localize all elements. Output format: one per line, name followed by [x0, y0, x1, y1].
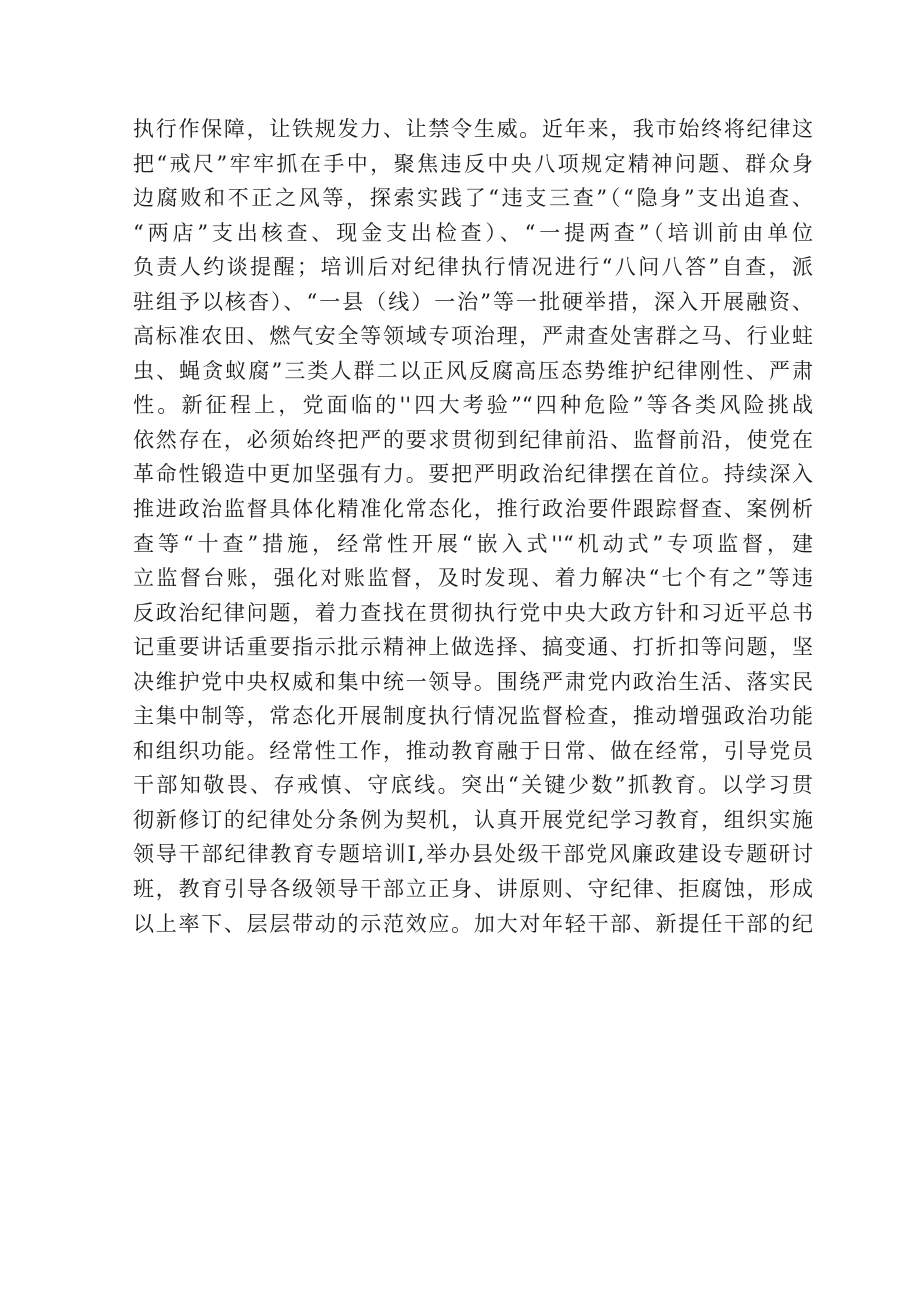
text-line: 虫、蝇贪蚁腐”三类人群二以正风反腐高压态势维护纪律刚性、严肃 — [133, 358, 813, 383]
text-line: 推进政治监督具体化精准化常态化，推行政治要件跟踪督查、案例析 — [133, 497, 813, 522]
text-line: 性。新征程上，党面临的''四大考验”“四种危险”等各类风险挑战 — [133, 393, 813, 418]
text-line: 以上率下、层层带动的示范效应。加大对年轻干部、新提任干部的纪 — [133, 911, 813, 936]
text-line: 边腐败和不正之风等，探索实践了“违支三查”（“隐身”支出追查、 — [133, 186, 813, 211]
text-line: 反政治纪律问题，着力查找在贯彻执行党中央大政方针和习近平总书 — [133, 600, 813, 625]
text-line: 驻组予以核杳）、“一县（线）一治”等一批硬举措，深入开展融资、 — [133, 289, 813, 314]
text-line: 负责人约谈提醒；培训后对纪律执行情况进行“八问八答”自查，派 — [133, 255, 813, 280]
text-line: 班，教育引导各级领导干部立正身、讲原则、守纪律、拒腐蚀，形成 — [133, 877, 813, 902]
text-line: 高标准农田、燃气安全等领域专项治理，严肃查处害群之马、行业蛀 — [133, 324, 813, 349]
text-line: 把“戒尺”牢牢抓在手中，聚焦违反中央八项规定精神问题、群众身 — [133, 151, 813, 176]
text-line: “两店”支出核查、现金支出检查）、“一提两查”（培训前由单位 — [133, 220, 813, 245]
text-line: 执行作保障，让铁规发力、让禁令生威。近年来，我市始终将纪律这 — [133, 117, 813, 141]
text-line: 依然存在，必须始终把严的要求贯彻到纪律前沿、监督前沿，使党在 — [133, 427, 813, 452]
text-line: 记重要讲话重要指示批示精神上做选择、搞变通、打折扣等问题，坚 — [133, 635, 813, 660]
text-line: 彻新修订的纪律处分条例为契机，认真开展党纪学习教育，组织实施 — [133, 807, 813, 832]
text-line: 革命性锻造中更加坚强有力。要把严明政治纪律摆在首位。持续深入 — [133, 462, 813, 487]
text-line: 和组织功能。经常性工作，推动教育融于日常、做在经常，引导党员 — [133, 738, 813, 763]
text-line: 领导干部纪律教育专题培训Ⅰ,举办县处级干部党风廉政建设专题研讨 — [133, 842, 813, 867]
text-line: 查等“十查”措施，经常性开展“嵌入式''“机动式”专项监督，建 — [133, 531, 813, 556]
body-text — [133, 112, 813, 941]
text-line: 立监督台账，强化对账监督，及时发现、着力解决“七个有之”等违 — [133, 566, 813, 591]
text-line: 决维护党中央权威和集中统一领导。围绕严肃党内政治生活、落实民 — [133, 669, 813, 694]
text-line: 干部知敬畏、存戒慎、守底线。突出“关键少数”抓教育。以学习贯 — [133, 773, 813, 798]
text-line: 主集中制等，常态化开展制度执行情况监督检查，推动增强政治功能 — [133, 704, 813, 729]
